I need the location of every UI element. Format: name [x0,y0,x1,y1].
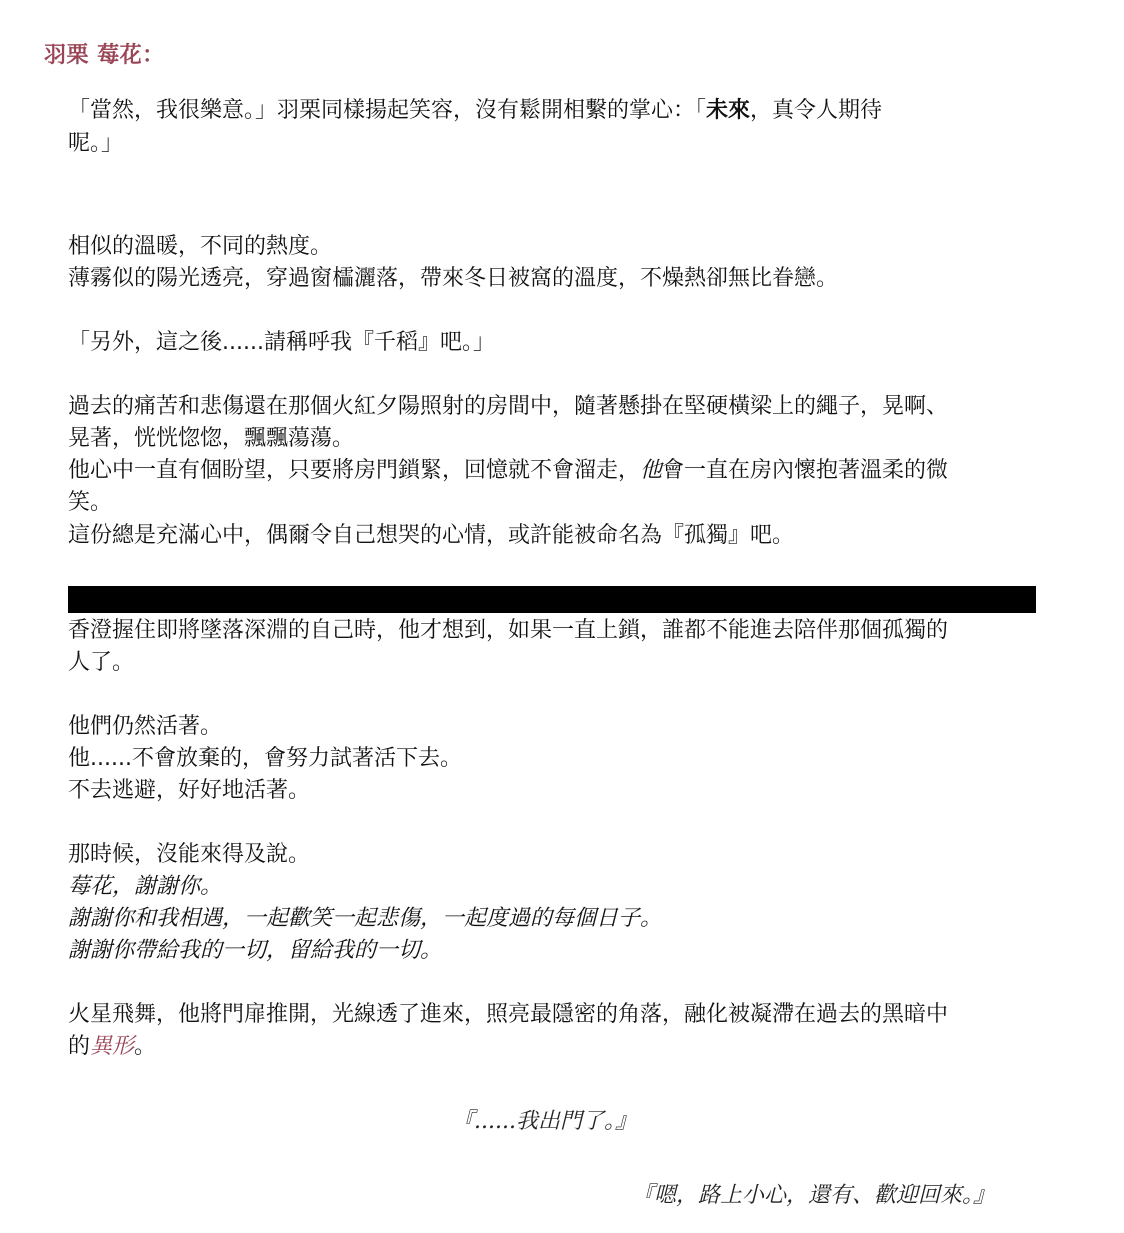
text-span: ，真令人期待 [750,98,883,123]
text-span: 會一直在房內懷抱著溫柔的微 [662,458,949,483]
narration-line: 相似的溫暖，不同的熱度。 [68,234,333,259]
narration-line [68,1031,156,1063]
italic-thought-line: 莓花，謝謝你。 [68,874,223,899]
narration-line: 這份總是充滿心中，偶爾令自己想哭的心情，或許能被命名為『孤獨』吧。 [68,523,795,548]
narration-line: 笑。 [68,490,113,515]
redacted-bar [68,586,1036,613]
dialogue-line: 呢。」 [68,131,124,156]
narration-line: 他們仍然活著。 [68,714,223,739]
narration-line: 過去的痛苦和悲傷還在那個火紅夕陽照射的房間中，隨著懸掛在堅硬橫梁上的繩子，晃啊、 [68,394,949,419]
accent-text: 異形 [90,1034,135,1059]
text-span: 的 [68,1034,91,1059]
italic-text: 他 [640,458,663,483]
narration-line: 晃著，恍恍惚惚，飄飄蕩蕩。 [68,426,355,451]
narration-line: 他......不會放棄的，會努力試著活下去。 [68,746,462,771]
narration-line: 那時候，沒能來得及說。 [68,842,311,867]
italic-thought-line: 謝謝你和我相遇，一起歡笑一起悲傷，一起度過的每個日子。 [68,906,663,931]
narration-line [68,455,948,487]
narration-line: 人了。 [68,650,135,675]
narration-line: 香澄握住即將墜落深淵的自己時，他才想到，如果一直上鎖，誰都不能進去陪伴那個孤獨的 [68,618,949,643]
dialogue-line [68,95,882,127]
speaker-name: 羽栗 莓花： [44,43,165,68]
dialogue-line: 「另外，這之後......請稱呼我『千稻』吧。」 [68,330,495,355]
closing-quote-2: 『嗯，路上小心，還有、歡迎回來。』 [632,1183,996,1208]
narration-line: 薄霧似的陽光透亮，穿過窗櫺灑落，帶來冬日被窩的溫度，不燥熱卻無比眷戀。 [68,266,839,291]
narration-line: 火星飛舞，他將門扉推開，光線透了進來，照亮最隱密的角落，融化被凝滯在過去的黑暗中 [68,1002,949,1027]
text-span: 「當然，我很樂意。」羽栗同樣揚起笑容，沒有鬆開相繫的掌心：「 [68,98,707,123]
closing-quote-1: 『......我出門了。』 [452,1109,637,1134]
emphasis-text: 未來 [706,98,751,123]
text-span: 。 [134,1034,157,1059]
text-span: 他心中一直有個盼望，只要將房門鎖緊，回憶就不會溜走， [68,458,641,483]
narration-line: 不去逃避，好好地活著。 [68,778,311,803]
italic-thought-line: 謝謝你帶給我的一切，留給我的一切。 [68,938,443,963]
